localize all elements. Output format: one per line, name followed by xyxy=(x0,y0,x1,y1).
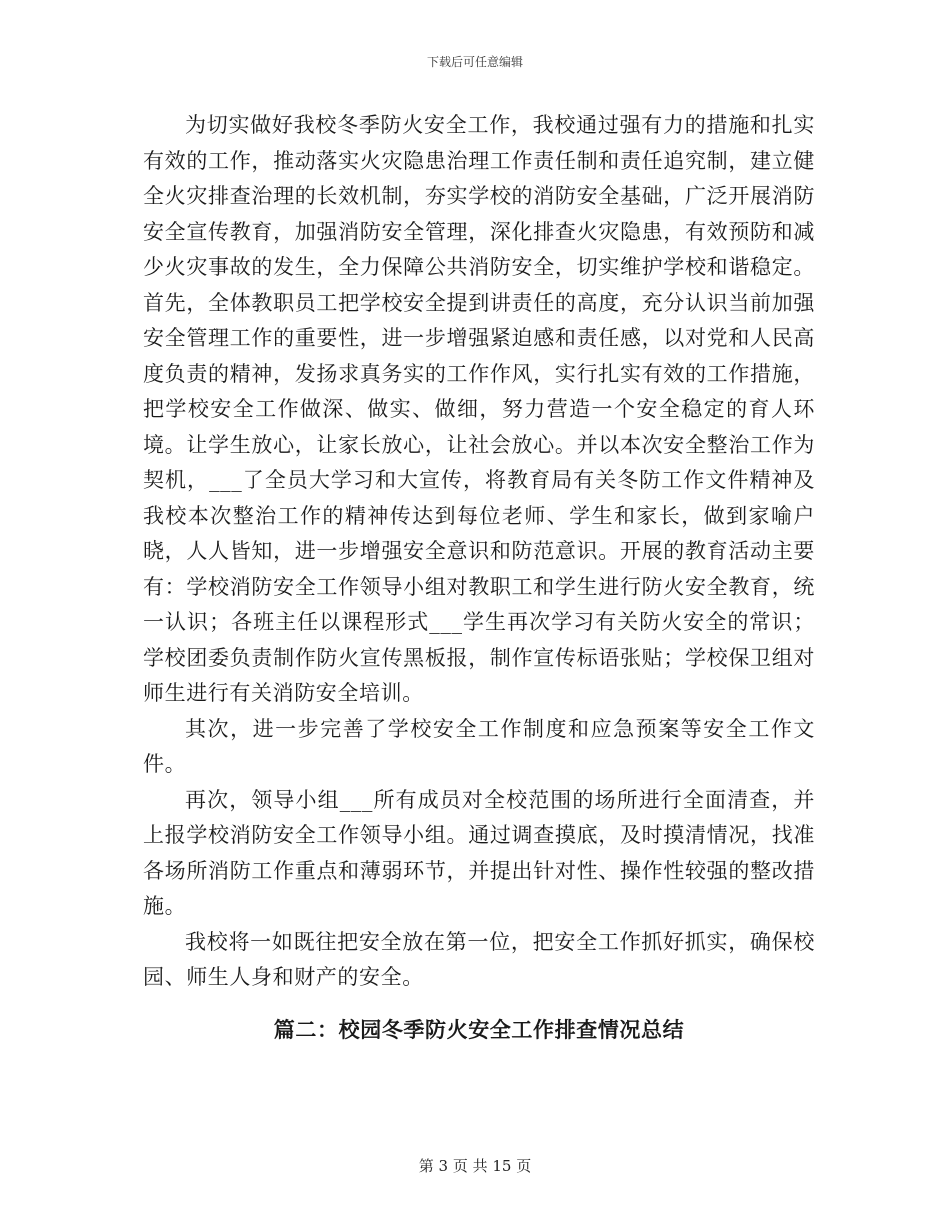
paragraph-1: 为切实做好我校冬季防火安全工作，我校通过强有力的措施和扎实有效的工作，推动落实火灾隐患治理工作责任制和责任追究制，建立健全火灾排查治理的长效机制，夯实学校的消防安全基础，广泛开展消防安全宣传教育，加强消防安全管理，深化排查火灾隐患，有效预防和减少火灾事故的发生，全力保障公共消防安全，切实维护学校和谐稳定。首先，全体教职员工把学校安全提到讲责任的高度，充分认识当前加强安全管理工作的重要性，进一步增强紧迫感和责任感，以对党和人民高度负责的精神，发扬求真务实的工作作风，实行扎实有效的工作措施，把学校安全工作做深、做实、做细，努力营造一个安全稳定的育人环境。让学生放心，让家长放心，让社会放心。并以本次安全整治工作为契机，___了全员大学习和大宣传，将教育局有关冬防工作文件精神及我校本次整治工作的精神传达到每位老师、学生和家长，做到家喻户晓，人人皆知，进一步增强安全意识和防范意识。开展的教育活动主要有：学校消防安全工作领导小组对教职工和学生进行防火安全教育，统一认识；各班主任以课程形式___学生再次学习有关防火安全的常识；学校团委负责制作防火宣传黑板报，制作宣传标语张贴；学校保卫组对师生进行有关消防安全培训。 xyxy=(143,113,815,705)
document-body xyxy=(143,108,815,1048)
paragraph-3: 再次，领导小组___所有成员对全校范围的场所进行全面清查，并上报学校消防安全工作领导小组。通过调查摸底，及时摸清情况，找准各场所消防工作重点和薄弱环节，并提出针对性、操作性较强的整改措施。 xyxy=(143,787,815,918)
paragraph-4: 我校将一如既往把安全放在第一位，把安全工作抓好抓实，确保校园、师生人身和财产的安全。 xyxy=(143,929,815,989)
page-header: 下载后可任意编辑 xyxy=(426,55,523,69)
paragraph-2: 其次，进一步完善了学校安全工作制度和应急预案等安全工作文件。 xyxy=(143,716,815,776)
page-footer: 第 3 页 共 15 页 xyxy=(418,1157,532,1175)
section-heading: 篇二：校园冬季防火安全工作排查情况总结 xyxy=(273,1017,685,1042)
